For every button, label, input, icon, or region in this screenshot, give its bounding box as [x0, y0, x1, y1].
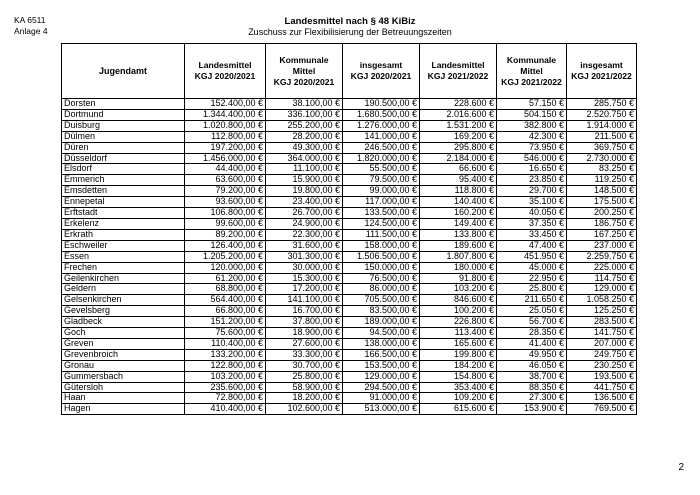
cell-landesmittel-2020: 99.600,00 €: [185, 218, 266, 229]
cell-kommunale-mittel-2021: 25.800 €: [497, 284, 567, 295]
cell-landesmittel-2020: 126.400,00 €: [185, 240, 266, 251]
table-row: [62, 153, 637, 164]
cell-insgesamt-2020: 166.500,00 €: [343, 349, 420, 360]
cell-landesmittel-2020: 151.200,00 €: [185, 317, 266, 328]
cell-landesmittel-2021: 113.400 €: [420, 328, 497, 339]
cell-kommunale-mittel-2021: 33.450 €: [497, 229, 567, 240]
cell-landesmittel-2021: 133.800 €: [420, 229, 497, 240]
cell-insgesamt-2021: 167.250 €: [567, 229, 637, 240]
anlage-label: Anlage 4: [14, 25, 48, 36]
cell-landesmittel-2020: 106.800,00 €: [185, 208, 266, 219]
cell-kommunale-mittel-2021: 382.800 €: [497, 120, 567, 131]
table-body: [62, 99, 637, 415]
cell-landesmittel-2020: 72.800,00 €: [185, 393, 266, 404]
table-row: [62, 109, 637, 120]
cell-kommunale-mittel-2020: 19.800,00 €: [266, 186, 343, 197]
cell-insgesamt-2020: 133.500,00 €: [343, 208, 420, 219]
cell-jugendamt: Gronau: [62, 360, 185, 371]
cell-jugendamt: Frechen: [62, 262, 185, 273]
cell-jugendamt: Emsdetten: [62, 186, 185, 197]
cell-insgesamt-2021: 230.250 €: [567, 360, 637, 371]
cell-kommunale-mittel-2020: 16.700,00 €: [266, 306, 343, 317]
cell-insgesamt-2021: 193.500 €: [567, 371, 637, 382]
cell-landesmittel-2021: 353.400 €: [420, 382, 497, 393]
cell-landesmittel-2021: 160.200 €: [420, 208, 497, 219]
cell-insgesamt-2021: 2.520.750 €: [567, 109, 637, 120]
table-row: [62, 262, 637, 273]
cell-insgesamt-2021: 769.500 €: [567, 404, 637, 415]
cell-kommunale-mittel-2020: 49.300,00 €: [266, 142, 343, 153]
cell-kommunale-mittel-2020: 24.900,00 €: [266, 218, 343, 229]
cell-landesmittel-2021: 95.400 €: [420, 175, 497, 186]
cell-insgesamt-2020: 1.820.000,00 €: [343, 153, 420, 164]
table-row: [62, 120, 637, 131]
cell-jugendamt: Essen: [62, 251, 185, 262]
cell-kommunale-mittel-2021: 546.000 €: [497, 153, 567, 164]
cell-kommunale-mittel-2020: 31.600,00 €: [266, 240, 343, 251]
cell-jugendamt: Ennepetal: [62, 197, 185, 208]
cell-kommunale-mittel-2020: 23.400,00 €: [266, 197, 343, 208]
cell-insgesamt-2021: 200.250 €: [567, 208, 637, 219]
cell-kommunale-mittel-2020: 301.300,00 €: [266, 251, 343, 262]
cell-insgesamt-2020: 79.500,00 €: [343, 175, 420, 186]
cell-kommunale-mittel-2020: 26.700,00 €: [266, 208, 343, 219]
ka-number: KA 6511: [14, 15, 46, 25]
cell-landesmittel-2021: 1.531.200 €: [420, 120, 497, 131]
cell-kommunale-mittel-2020: 255.200,00 €: [266, 120, 343, 131]
cell-kommunale-mittel-2020: 27.600,00 €: [266, 338, 343, 349]
cell-insgesamt-2021: 186.750 €: [567, 218, 637, 229]
cell-landesmittel-2021: 846.600 €: [420, 295, 497, 306]
cell-kommunale-mittel-2021: 23.850 €: [497, 175, 567, 186]
cell-insgesamt-2021: 249.750 €: [567, 349, 637, 360]
cell-kommunale-mittel-2020: 336.100,00 €: [266, 109, 343, 120]
cell-landesmittel-2021: 109.200 €: [420, 393, 497, 404]
table-row: [62, 360, 637, 371]
table-row: [62, 131, 637, 142]
cell-kommunale-mittel-2020: 141.100,00 €: [266, 295, 343, 306]
cell-kommunale-mittel-2021: 35.100 €: [497, 197, 567, 208]
cell-kommunale-mittel-2021: 153.900 €: [497, 404, 567, 415]
cell-insgesamt-2020: 94.500,00 €: [343, 328, 420, 339]
cell-jugendamt: Dorsten: [62, 99, 185, 110]
cell-kommunale-mittel-2020: 15.300,00 €: [266, 273, 343, 284]
cell-kommunale-mittel-2021: 88.350 €: [497, 382, 567, 393]
cell-jugendamt: Düren: [62, 142, 185, 153]
cell-landesmittel-2021: 91.800 €: [420, 273, 497, 284]
cell-kommunale-mittel-2021: 28.350 €: [497, 328, 567, 339]
table-row: [62, 197, 637, 208]
cell-jugendamt: Erftstadt: [62, 208, 185, 219]
header-kommunale-mittel-2020: Kommunale Mittel KGJ 2020/2021: [266, 44, 343, 99]
cell-jugendamt: Duisburg: [62, 120, 185, 131]
cell-landesmittel-2020: 1.020.800,00 €: [185, 120, 266, 131]
cell-landesmittel-2020: 564.400,00 €: [185, 295, 266, 306]
cell-insgesamt-2021: 83.250 €: [567, 164, 637, 175]
page-title: Landesmittel nach § 48 KiBiz: [284, 16, 416, 27]
cell-kommunale-mittel-2020: 102.600,00 €: [266, 404, 343, 415]
cell-insgesamt-2021: 283.500 €: [567, 317, 637, 328]
cell-insgesamt-2020: 129.000,00 €: [343, 371, 420, 382]
cell-landesmittel-2021: 140.400 €: [420, 197, 497, 208]
cell-kommunale-mittel-2020: 18.200,00 €: [266, 393, 343, 404]
cell-jugendamt: Geldern: [62, 284, 185, 295]
cell-insgesamt-2021: 2.259.750 €: [567, 251, 637, 262]
cell-jugendamt: Elsdorf: [62, 164, 185, 175]
cell-landesmittel-2020: 410.400,00 €: [185, 404, 266, 415]
cell-landesmittel-2020: 61.200,00 €: [185, 273, 266, 284]
cell-insgesamt-2020: 117.000,00 €: [343, 197, 420, 208]
cell-landesmittel-2021: 169.200 €: [420, 131, 497, 142]
table-row: [62, 306, 637, 317]
table-row: [62, 349, 637, 360]
cell-landesmittel-2021: 228.600 €: [420, 99, 497, 110]
cell-insgesamt-2020: 55.500,00 €: [343, 164, 420, 175]
cell-insgesamt-2021: 125.250 €: [567, 306, 637, 317]
cell-landesmittel-2020: 152.400,00 €: [185, 99, 266, 110]
cell-landesmittel-2021: 165.600 €: [420, 338, 497, 349]
cell-kommunale-mittel-2021: 56.700 €: [497, 317, 567, 328]
cell-insgesamt-2020: 150.000,00 €: [343, 262, 420, 273]
cell-kommunale-mittel-2021: 16.650 €: [497, 164, 567, 175]
cell-landesmittel-2021: 295.800 €: [420, 142, 497, 153]
cell-landesmittel-2020: 1.456.000,00 €: [185, 153, 266, 164]
cell-insgesamt-2021: 225.000 €: [567, 262, 637, 273]
cell-insgesamt-2021: 207.000 €: [567, 338, 637, 349]
table-row: [62, 393, 637, 404]
cell-landesmittel-2021: 103.200 €: [420, 284, 497, 295]
cell-kommunale-mittel-2020: 25.800,00 €: [266, 371, 343, 382]
cell-insgesamt-2021: 441.750 €: [567, 382, 637, 393]
cell-insgesamt-2020: 294.500,00 €: [343, 382, 420, 393]
cell-kommunale-mittel-2020: 364.000,00 €: [266, 153, 343, 164]
cell-insgesamt-2020: 111.500,00 €: [343, 229, 420, 240]
cell-insgesamt-2021: 148.500 €: [567, 186, 637, 197]
cell-kommunale-mittel-2021: 25.050 €: [497, 306, 567, 317]
cell-insgesamt-2020: 1.506.500,00 €: [343, 251, 420, 262]
table-row: [62, 251, 637, 262]
cell-kommunale-mittel-2021: 37.350 €: [497, 218, 567, 229]
cell-landesmittel-2020: 68.800,00 €: [185, 284, 266, 295]
cell-insgesamt-2021: 119.250 €: [567, 175, 637, 186]
cell-jugendamt: Dülmen: [62, 131, 185, 142]
cell-landesmittel-2020: 1.205.200,00 €: [185, 251, 266, 262]
cell-insgesamt-2021: 114.750 €: [567, 273, 637, 284]
cell-insgesamt-2020: 513.000,00 €: [343, 404, 420, 415]
cell-insgesamt-2021: 129.000 €: [567, 284, 637, 295]
cell-landesmittel-2021: 2.184.000 €: [420, 153, 497, 164]
cell-landesmittel-2020: 133.200,00 €: [185, 349, 266, 360]
cell-landesmittel-2020: 89.200,00 €: [185, 229, 266, 240]
cell-landesmittel-2021: 100.200 €: [420, 306, 497, 317]
cell-landesmittel-2021: 66.600 €: [420, 164, 497, 175]
cell-jugendamt: Hagen: [62, 404, 185, 415]
cell-kommunale-mittel-2021: 504.150 €: [497, 109, 567, 120]
cell-kommunale-mittel-2020: 18.900,00 €: [266, 328, 343, 339]
cell-landesmittel-2021: 1.807.800 €: [420, 251, 497, 262]
table-row: [62, 284, 637, 295]
table-row: [62, 164, 637, 175]
cell-insgesamt-2020: 99.000,00 €: [343, 186, 420, 197]
cell-kommunale-mittel-2020: 58.900,00 €: [266, 382, 343, 393]
cell-kommunale-mittel-2020: 17.200,00 €: [266, 284, 343, 295]
cell-insgesamt-2021: 211.500 €: [567, 131, 637, 142]
cell-landesmittel-2020: 63.600,00 €: [185, 175, 266, 186]
cell-insgesamt-2020: 83.500,00 €: [343, 306, 420, 317]
cell-kommunale-mittel-2021: 451.950 €: [497, 251, 567, 262]
cell-insgesamt-2020: 91.000,00 €: [343, 393, 420, 404]
cell-kommunale-mittel-2021: 46.050 €: [497, 360, 567, 371]
cell-landesmittel-2021: 199.800 €: [420, 349, 497, 360]
cell-insgesamt-2021: 2.730.000 €: [567, 153, 637, 164]
table-row: [62, 404, 637, 415]
cell-insgesamt-2020: 190.500,00 €: [343, 99, 420, 110]
cell-insgesamt-2020: 153.500,00 €: [343, 360, 420, 371]
cell-kommunale-mittel-2021: 49.950 €: [497, 349, 567, 360]
table-row: [62, 175, 637, 186]
cell-jugendamt: Goch: [62, 328, 185, 339]
cell-insgesamt-2021: 136.500 €: [567, 393, 637, 404]
table-row: [62, 99, 637, 110]
table-row: [62, 317, 637, 328]
header-kommunale-mittel-2021: Kommunale Mittel KGJ 2021/2022: [497, 44, 567, 99]
cell-landesmittel-2021: 149.400 €: [420, 218, 497, 229]
cell-landesmittel-2020: 79.200,00 €: [185, 186, 266, 197]
table-row: [62, 208, 637, 219]
cell-insgesamt-2020: 189.000,00 €: [343, 317, 420, 328]
cell-landesmittel-2021: 2.016.600 €: [420, 109, 497, 120]
table-row: [62, 240, 637, 251]
table-row: [62, 273, 637, 284]
cell-insgesamt-2020: 76.500,00 €: [343, 273, 420, 284]
funding-table: [61, 43, 637, 415]
cell-landesmittel-2021: 180.000 €: [420, 262, 497, 273]
title-block: [0, 16, 700, 38]
cell-kommunale-mittel-2021: 57.150 €: [497, 99, 567, 110]
cell-insgesamt-2021: 285.750 €: [567, 99, 637, 110]
cell-insgesamt-2020: 138.000,00 €: [343, 338, 420, 349]
table-row: [62, 295, 637, 306]
cell-kommunale-mittel-2020: 11.100,00 €: [266, 164, 343, 175]
cell-landesmittel-2021: 118.800 €: [420, 186, 497, 197]
cell-jugendamt: Gevelsberg: [62, 306, 185, 317]
header-landesmittel-2020: Landesmittel KGJ 2020/2021: [185, 44, 266, 99]
cell-jugendamt: Gladbeck: [62, 317, 185, 328]
cell-kommunale-mittel-2021: 211.650 €: [497, 295, 567, 306]
cell-kommunale-mittel-2021: 73.950 €: [497, 142, 567, 153]
cell-insgesamt-2020: 86.000,00 €: [343, 284, 420, 295]
cell-jugendamt: Erkrath: [62, 229, 185, 240]
table-row: [62, 371, 637, 382]
cell-jugendamt: Greven: [62, 338, 185, 349]
cell-insgesamt-2020: 141.000,00 €: [343, 131, 420, 142]
cell-kommunale-mittel-2021: 22.950 €: [497, 273, 567, 284]
cell-insgesamt-2020: 1.276.000,00 €: [343, 120, 420, 131]
cell-landesmittel-2021: 154.800 €: [420, 371, 497, 382]
cell-landesmittel-2020: 66.800,00 €: [185, 306, 266, 317]
cell-jugendamt: Düsseldorf: [62, 153, 185, 164]
cell-jugendamt: Haan: [62, 393, 185, 404]
cell-jugendamt: Dortmund: [62, 109, 185, 120]
cell-landesmittel-2021: 189.600 €: [420, 240, 497, 251]
cell-landesmittel-2020: 44.400,00 €: [185, 164, 266, 175]
cell-landesmittel-2020: 110.400,00 €: [185, 338, 266, 349]
table-row: [62, 218, 637, 229]
cell-jugendamt: Eschweiler: [62, 240, 185, 251]
page-subtitle: Zuschuss zur Flexibilisierung der Betreuungszeiten: [248, 27, 452, 37]
cell-kommunale-mittel-2020: 15.900,00 €: [266, 175, 343, 186]
cell-insgesamt-2021: 237.000 €: [567, 240, 637, 251]
cell-kommunale-mittel-2020: 37.800,00 €: [266, 317, 343, 328]
cell-kommunale-mittel-2020: 33.300,00 €: [266, 349, 343, 360]
cell-landesmittel-2020: 197.200,00 €: [185, 142, 266, 153]
cell-landesmittel-2020: 120.000,00 €: [185, 262, 266, 273]
table-row: [62, 186, 637, 197]
table-header-row: [62, 44, 637, 99]
cell-jugendamt: Grevenbroich: [62, 349, 185, 360]
header-jugendamt: Jugendamt: [62, 44, 185, 99]
cell-kommunale-mittel-2020: 30.700,00 €: [266, 360, 343, 371]
cell-jugendamt: Gelsenkirchen: [62, 295, 185, 306]
cell-landesmittel-2021: 184.200 €: [420, 360, 497, 371]
cell-landesmittel-2020: 122.800,00 €: [185, 360, 266, 371]
header-insgesamt-2020: insgesamt KGJ 2020/2021: [343, 44, 420, 99]
cell-insgesamt-2020: 158.000,00 €: [343, 240, 420, 251]
cell-insgesamt-2020: 246.500,00 €: [343, 142, 420, 153]
cell-landesmittel-2021: 226.800 €: [420, 317, 497, 328]
cell-kommunale-mittel-2021: 42.300 €: [497, 131, 567, 142]
cell-insgesamt-2021: 1.914.000 €: [567, 120, 637, 131]
cell-landesmittel-2020: 103.200,00 €: [185, 371, 266, 382]
cell-kommunale-mittel-2021: 27.300 €: [497, 393, 567, 404]
table-row: [62, 382, 637, 393]
cell-kommunale-mittel-2020: 28.200,00 €: [266, 131, 343, 142]
cell-insgesamt-2021: 1.058.250 €: [567, 295, 637, 306]
cell-jugendamt: Geilenkirchen: [62, 273, 185, 284]
cell-landesmittel-2020: 235.600,00 €: [185, 382, 266, 393]
header-insgesamt-2021: insgesamt KGJ 2021/2022: [567, 44, 637, 99]
cell-kommunale-mittel-2021: 41.400 €: [497, 338, 567, 349]
cell-insgesamt-2020: 1.680.500,00 €: [343, 109, 420, 120]
cell-insgesamt-2021: 175.500 €: [567, 197, 637, 208]
cell-landesmittel-2021: 615.600 €: [420, 404, 497, 415]
cell-insgesamt-2021: 141.750 €: [567, 328, 637, 339]
table-row: [62, 328, 637, 339]
cell-kommunale-mittel-2021: 40.050 €: [497, 208, 567, 219]
cell-kommunale-mittel-2021: 45.000 €: [497, 262, 567, 273]
table-row: [62, 338, 637, 349]
cell-insgesamt-2021: 369.750 €: [567, 142, 637, 153]
cell-kommunale-mittel-2021: 29.700 €: [497, 186, 567, 197]
table-row: [62, 229, 637, 240]
cell-jugendamt: Erkelenz: [62, 218, 185, 229]
cell-landesmittel-2020: 75.600,00 €: [185, 328, 266, 339]
header-landesmittel-2021: Landesmittel KGJ 2021/2022: [420, 44, 497, 99]
cell-jugendamt: Gummersbach: [62, 371, 185, 382]
cell-insgesamt-2020: 124.500,00 €: [343, 218, 420, 229]
cell-kommunale-mittel-2020: 30.000,00 €: [266, 262, 343, 273]
table-row: [62, 142, 637, 153]
cell-kommunale-mittel-2021: 38.700 €: [497, 371, 567, 382]
cell-landesmittel-2020: 93.600,00 €: [185, 197, 266, 208]
cell-landesmittel-2020: 112.800,00 €: [185, 131, 266, 142]
cell-kommunale-mittel-2020: 22.300,00 €: [266, 229, 343, 240]
cell-kommunale-mittel-2020: 38.100,00 €: [266, 99, 343, 110]
cell-insgesamt-2020: 705.500,00 €: [343, 295, 420, 306]
cell-jugendamt: Gütersloh: [62, 382, 185, 393]
cell-landesmittel-2020: 1.344.400,00 €: [185, 109, 266, 120]
cell-jugendamt: Emmerich: [62, 175, 185, 186]
page-number: 2: [678, 462, 684, 473]
cell-kommunale-mittel-2021: 47.400 €: [497, 240, 567, 251]
